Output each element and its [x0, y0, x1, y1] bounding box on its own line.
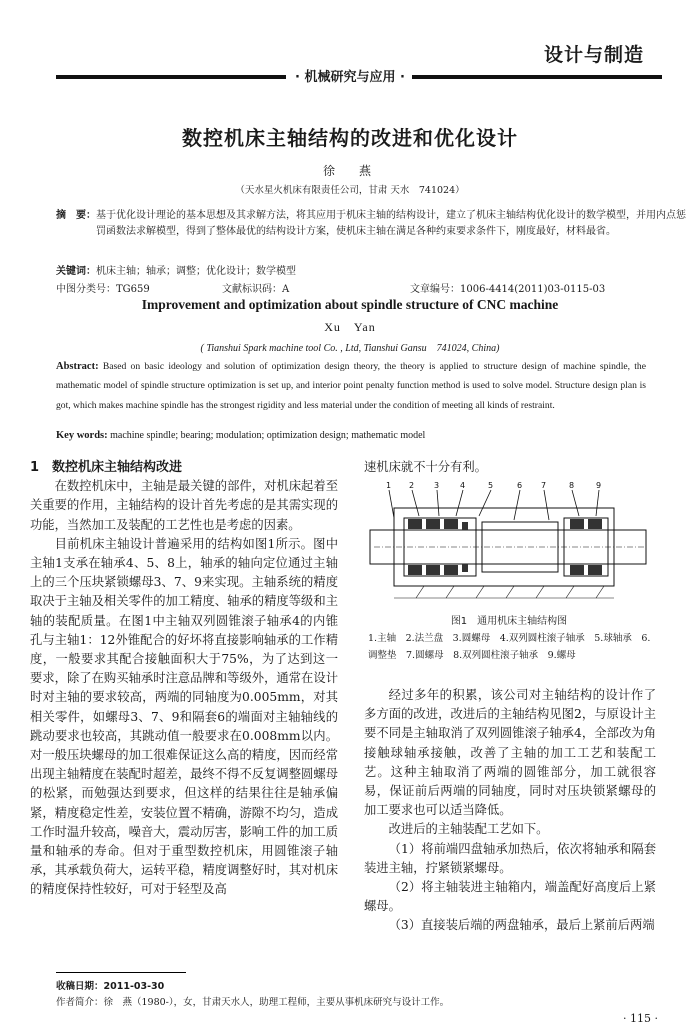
body-paragraph: （3）直接装后端的两盘轴承，最后上紧前后两端 [388, 918, 655, 933]
right-column-top [364, 458, 656, 477]
keywords-label-cn: 关键词： [56, 266, 96, 277]
abstract-text-en: Based on basic ideology and solution of optimization design theory, the theory is applied to structure design of machine spindle, the mathematic model of spindle structure optimization is set up, and interior point penalty function method is used to solve model. Structure design plan is got, which makes machine spindle has the strongest rigidity and less material under the condition of meeting all kinds of restraint. [56, 361, 646, 411]
fig-callout: 2 [409, 481, 415, 490]
figure-caption: 图1 通用机床主轴结构图 [450, 616, 568, 627]
left-column [30, 458, 338, 900]
author-en: Xu Yan [324, 320, 376, 334]
body-paragraph: 速机床就不十分有利。 [364, 460, 487, 474]
right-column-body [364, 686, 656, 936]
clc-number: 中图分类号：TG659 [56, 284, 150, 295]
affiliation-cn: （天水星火机床有限责任公司，甘肃 天水 741024） [235, 185, 465, 196]
body-paragraph: （2）将主轴装进主轴箱内，端盖配好高度后上紧螺母。 [364, 880, 656, 914]
journal-brand: 设计与制造 [543, 44, 644, 66]
keywords-en [56, 430, 425, 441]
abstract-cn [56, 208, 686, 240]
author-bio: 作者简介：徐 燕（1980-），女，甘肃天水人，助理工程师，主要从事机床研究与设计工作。 [56, 997, 450, 1008]
body-paragraph: 在数控机床中，主轴是最关键的部件，对机床起着至关重要的作用，主轴结构的设计首先考虑的是其需实现的功能，当然加工及装配的工艺性也是考虑的因素。 [30, 479, 338, 532]
document-code: 文献标识码：A [222, 284, 290, 295]
figure-spindle-diagram [364, 478, 654, 608]
fig-callout: 7 [541, 481, 547, 490]
fig-callout: 1 [386, 481, 392, 490]
fig-callout: 5 [488, 481, 494, 490]
abstract-en [56, 357, 646, 415]
section-heading: 1 数控机床主轴结构改进 [30, 460, 183, 475]
body-paragraph: （1）将前端四盘轴承加热后，依次将轴承和隔套装进主轴，拧紧锁紧螺母。 [364, 841, 656, 875]
footnote-rule [56, 972, 186, 973]
abstract-label-en: Abstract: [56, 361, 99, 372]
body-paragraph: 改进后的主轴装配工艺如下。 [388, 822, 549, 837]
fig-callout: 6 [517, 481, 523, 490]
fig-callout: 3 [434, 481, 440, 490]
body-paragraph: 目前机床主轴设计普遍采用的结构如图1所示。图中主轴1支承在轴承4、5、8上，轴承的轴向定位通过主轴上的三个压块紧锁螺母3、7、9来实现。主轴系统的精度取决于主轴及相关零件的加工精度、轴承的精度等级和主轴的装配质量。在图1中主轴双列圆锥滚子轴承4的内锥孔与主轴1：12外锥配合的好坏将直接影响轴承的工作精度，一般要求其配合接触面积大于75%，为了达到这一要求，除了在购买轴承时注意品牌和等级外，通常在设计时对主轴的要求较高，两端的同轴度为0.005mm，对其相关零件，如螺母3、7、9和隔套6的端面对主轴轴线的跳动要求也较高，其跳动值一般要求在0.008mm以内。对一般压块螺母的加工很难保证这么高的精度，因而经常出现主轴精度在装配时超差，最终不得不反复调整圆螺母的松紧，而勉强达到要求，但这样的结果往往是轴承偏紧，精度稳定性差，安装位置不精确，游隙不均匀，造成工作时温升较高，噪音大，震动厉害，影响工件的加工质量和轴承的寿命。但对于重型数控机床，用圆锥滚子轴承，其承载负荷大，运转平稳，精度调整好时，其对机床的精度保持性较好，可对于轻型及高 [30, 536, 338, 897]
article-title-en: Improvement and optimization about spindle structure of CNC machine [141, 297, 559, 312]
fig-callout: 9 [596, 481, 602, 490]
article-title-cn: 数控机床主轴结构的改进和优化设计 [182, 126, 518, 150]
abstract-label-cn: 摘 要： [56, 210, 96, 221]
affiliation-en: ( Tianshui Spark machine tool Co. , Ltd, Tianshui Gansu 741024, China) [200, 343, 500, 354]
section-tag: · 机械研究与应用 · [0, 66, 700, 85]
received-date: 收稿日期：2011-03-30 [56, 981, 165, 992]
author-cn: 徐 燕 [322, 164, 377, 178]
fig-callout: 8 [569, 481, 575, 490]
fig-callout: 4 [460, 481, 466, 490]
leader-lines [389, 490, 599, 520]
figure-legend: 1.主轴 2.法兰盘 3.圆螺母 4.双列圆柱滚子轴承 5.球轴承 6.调整垫 7.圆螺母 8.双列圆柱滚子轴承 9.螺母 [368, 633, 651, 661]
keywords-text-cn: 机床主轴；轴承；调整；优化设计；数学模型 [96, 266, 296, 277]
abstract-text-cn: 基于优化设计理论的基本思想及其求解方法，将其应用于机床主轴的结构设计，建立了机床主轴结构优化设计的数学模型，并用内点惩罚函数法求解模型，得到了整体最优的结构设计方案，使机床主轴在满足各种约束要求条件下，刚度最好，材料最省。 [96, 210, 686, 237]
article-number: 文章编号：1006-4414(2011)03-0115-03 [410, 284, 606, 295]
keywords-cn [56, 262, 296, 277]
body-paragraph: 经过多年的积累，该公司对主轴结构的设计作了多方面的改进，改进后的主轴结构见图2，与原设计主要不同是主轴取消了双列圆锥滚子轴承4，全部改为角接触球轴承接触，改善了主轴的加工工艺和装配工艺。这种主轴取消了两端的圆锥部分，加工就很容易，保证前后两端的同轴度，同时对压块锁紧螺母的加工要求也可以适当降低。 [364, 688, 656, 818]
keywords-label-en: Key words: [56, 430, 108, 441]
keywords-text-en: machine spindle; bearing; modulation; optimization design; mathematic model [110, 430, 426, 441]
page-number: · 115 · [623, 1012, 658, 1025]
